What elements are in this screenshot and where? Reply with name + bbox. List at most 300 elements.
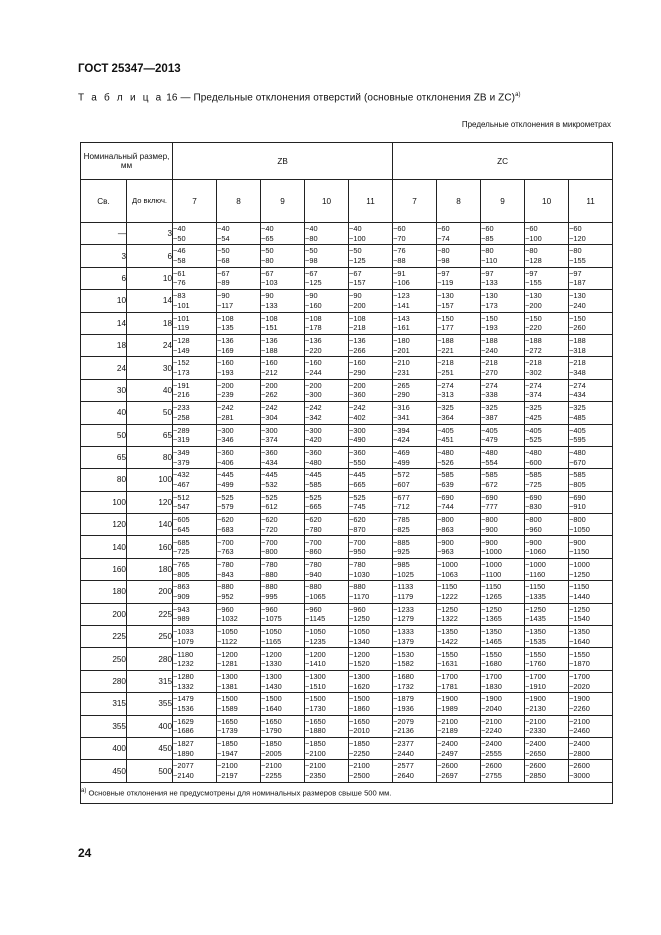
lower-deviation: −2020 xyxy=(569,681,590,691)
lower-deviation: −1739 xyxy=(217,726,238,736)
upper-deviation: −191 xyxy=(173,380,190,390)
deviation-cell xyxy=(481,446,525,468)
upper-deviation: −360 xyxy=(305,448,322,457)
lower-deviation: −74 xyxy=(437,233,450,243)
nominal-size-header: Номинальный размер, мм xyxy=(81,143,173,180)
upper-deviation: −300 xyxy=(349,425,366,435)
upper-deviation: −525 xyxy=(261,492,278,502)
deviation-cell xyxy=(393,737,437,759)
upper-deviation: −880 xyxy=(217,582,234,592)
upper-deviation: −1033 xyxy=(173,627,194,637)
size-to-cell: 6 xyxy=(127,245,173,267)
lower-deviation: −251 xyxy=(437,368,454,378)
lower-deviation: −1781 xyxy=(437,681,458,691)
lower-deviation: −374 xyxy=(525,390,542,400)
upper-deviation: −101 xyxy=(173,313,190,323)
lower-deviation: −50 xyxy=(173,233,186,243)
lower-deviation: −220 xyxy=(525,323,542,333)
upper-deviation: −316 xyxy=(393,403,410,413)
upper-deviation: −242 xyxy=(349,403,366,413)
table-row xyxy=(81,290,613,312)
lower-deviation: −910 xyxy=(569,502,586,512)
lower-deviation: −88 xyxy=(393,256,406,266)
lower-deviation: −880 xyxy=(261,569,278,579)
lower-deviation: −1510 xyxy=(305,681,326,691)
upper-deviation: −108 xyxy=(261,313,278,323)
upper-deviation: −690 xyxy=(437,492,454,502)
upper-deviation: −512 xyxy=(173,492,190,502)
lower-deviation: −2010 xyxy=(349,726,370,736)
lower-deviation: −103 xyxy=(261,278,278,288)
upper-deviation: −50 xyxy=(305,246,318,256)
deviation-cell xyxy=(173,693,217,715)
upper-deviation: −40 xyxy=(173,224,186,234)
lower-deviation: −120 xyxy=(569,233,586,243)
upper-deviation: −67 xyxy=(261,268,274,278)
lower-deviation: −485 xyxy=(569,412,586,422)
lower-deviation: −950 xyxy=(349,547,366,557)
upper-deviation: −325 xyxy=(437,403,454,413)
lower-deviation: −302 xyxy=(525,368,542,378)
upper-deviation: −1500 xyxy=(349,694,370,704)
deviation-cell xyxy=(261,626,305,648)
size-to-cell: 140 xyxy=(127,514,173,536)
upper-deviation: −76 xyxy=(393,246,406,256)
upper-deviation: −943 xyxy=(173,604,190,614)
lower-deviation: −1332 xyxy=(173,681,194,691)
deviation-cell xyxy=(393,379,437,401)
deviation-cell xyxy=(525,626,569,648)
lower-deviation: −960 xyxy=(525,524,542,534)
upper-deviation: −432 xyxy=(173,470,190,480)
upper-deviation: −2100 xyxy=(261,761,282,771)
caption-note-mark: а) xyxy=(515,92,521,98)
upper-deviation: −360 xyxy=(261,448,278,457)
lower-deviation: −2100 xyxy=(305,748,326,758)
upper-deviation: −90 xyxy=(261,291,274,301)
lower-deviation: −467 xyxy=(173,479,190,489)
upper-deviation: −1050 xyxy=(261,627,282,637)
deviation-cell xyxy=(525,424,569,446)
deviation-cell xyxy=(393,267,437,289)
deviation-cell xyxy=(305,693,349,715)
deviation-cell xyxy=(569,402,613,424)
upper-deviation: −265 xyxy=(393,380,410,390)
upper-deviation: −60 xyxy=(437,224,450,234)
lower-deviation: −579 xyxy=(217,502,234,512)
lower-deviation: −550 xyxy=(349,457,366,467)
upper-deviation: −1250 xyxy=(525,604,546,614)
size-to-cell: 50 xyxy=(127,402,173,424)
lower-deviation: −1381 xyxy=(217,681,238,691)
subheader-row xyxy=(81,180,613,223)
deviation-cell xyxy=(569,446,613,468)
lower-deviation: −925 xyxy=(393,547,410,557)
upper-deviation: −2100 xyxy=(305,761,326,771)
deviation-cell xyxy=(217,737,261,759)
deviation-cell xyxy=(261,312,305,334)
lower-deviation: −157 xyxy=(437,300,454,310)
lower-deviation: −763 xyxy=(217,547,234,557)
upper-deviation: −700 xyxy=(305,537,322,547)
deviation-cell xyxy=(261,693,305,715)
deviation-cell xyxy=(393,312,437,334)
deviation-cell xyxy=(525,670,569,692)
deviation-cell xyxy=(349,581,393,603)
lower-deviation: −870 xyxy=(349,524,366,534)
lower-deviation: −424 xyxy=(393,435,410,445)
upper-deviation: −150 xyxy=(569,313,586,323)
upper-deviation: −960 xyxy=(349,604,366,614)
lower-deviation: −1000 xyxy=(481,547,502,557)
lower-deviation: −963 xyxy=(437,547,454,557)
table-row xyxy=(81,223,613,245)
upper-deviation: −480 xyxy=(437,448,454,457)
size-to-cell: 120 xyxy=(127,491,173,513)
upper-deviation: −50 xyxy=(349,246,362,256)
upper-deviation: −2100 xyxy=(569,716,590,726)
lower-deviation: −65 xyxy=(261,233,274,243)
grade-header: 8 xyxy=(437,180,481,223)
upper-deviation: −200 xyxy=(261,380,278,390)
lower-deviation: −212 xyxy=(261,368,278,378)
lower-deviation: −68 xyxy=(217,256,230,266)
deviation-cell xyxy=(525,290,569,312)
upper-deviation: −800 xyxy=(569,515,586,525)
upper-deviation: −50 xyxy=(217,246,230,256)
lower-deviation: −117 xyxy=(217,300,234,310)
deviation-cell xyxy=(261,223,305,245)
deviation-cell xyxy=(349,715,393,737)
upper-deviation: −800 xyxy=(525,515,542,525)
lower-deviation: −1947 xyxy=(217,748,238,758)
upper-deviation: −136 xyxy=(261,336,278,346)
size-to-cell: 80 xyxy=(127,446,173,468)
upper-deviation: −108 xyxy=(217,313,234,323)
lower-deviation: −2555 xyxy=(481,748,502,758)
upper-deviation: −525 xyxy=(349,492,366,502)
upper-deviation: −1000 xyxy=(569,559,590,569)
upper-deviation: −1629 xyxy=(173,716,194,726)
upper-deviation: −349 xyxy=(173,448,190,457)
upper-deviation: −1350 xyxy=(525,627,546,637)
lower-deviation: −547 xyxy=(173,502,190,512)
group-zb-header: ZB xyxy=(173,143,393,180)
grade-header: 7 xyxy=(393,180,437,223)
size-to-cell: 10 xyxy=(127,267,173,289)
deviation-cell xyxy=(305,536,349,558)
deviation-cell xyxy=(437,245,481,267)
deviation-cell xyxy=(437,693,481,715)
upper-deviation: −1133 xyxy=(393,582,414,592)
lower-deviation: −607 xyxy=(393,479,410,489)
lower-deviation: −1790 xyxy=(261,726,282,736)
upper-deviation: −1550 xyxy=(437,649,458,659)
lower-deviation: −1063 xyxy=(437,569,458,579)
deviation-cell xyxy=(481,648,525,670)
upper-deviation: −1300 xyxy=(349,671,370,681)
deviation-cell xyxy=(481,334,525,356)
deviation-cell xyxy=(525,312,569,334)
upper-deviation: −2400 xyxy=(481,739,502,749)
deviation-cell xyxy=(173,357,217,379)
size-from-cell: 400 xyxy=(81,737,127,759)
lower-deviation: −1032 xyxy=(217,614,238,624)
upper-deviation: −80 xyxy=(569,246,582,256)
upper-deviation: −585 xyxy=(437,470,454,480)
lower-deviation: −1335 xyxy=(525,591,546,601)
upper-deviation: −620 xyxy=(217,515,234,525)
upper-deviation: −1550 xyxy=(569,649,590,659)
deviation-cell xyxy=(217,715,261,737)
upper-deviation: −1250 xyxy=(437,604,458,614)
upper-deviation: −67 xyxy=(349,268,362,278)
upper-deviation: −585 xyxy=(525,470,542,480)
units-note: Предельные отклонения в микрометрах xyxy=(461,120,611,129)
lower-deviation: −70 xyxy=(393,233,406,243)
size-from-cell: 450 xyxy=(81,760,127,782)
upper-deviation: −1150 xyxy=(569,582,590,592)
deviation-cell xyxy=(217,648,261,670)
deviation-cell xyxy=(173,737,217,759)
upper-deviation: −61 xyxy=(173,268,186,278)
upper-deviation: −200 xyxy=(305,380,322,390)
lower-deviation: −1250 xyxy=(569,569,590,579)
deviation-cell xyxy=(173,469,217,491)
lower-deviation: −2850 xyxy=(525,771,546,781)
lower-deviation: −2197 xyxy=(217,771,238,781)
upper-deviation: −188 xyxy=(481,336,498,346)
upper-deviation: −1900 xyxy=(525,694,546,704)
deviation-cell xyxy=(217,693,261,715)
size-from-cell: 140 xyxy=(81,536,127,558)
upper-deviation: −218 xyxy=(569,358,586,368)
size-from-cell: 225 xyxy=(81,626,127,648)
upper-deviation: −130 xyxy=(437,291,454,301)
lower-deviation: −805 xyxy=(569,479,586,489)
upper-deviation: −242 xyxy=(261,403,278,413)
deviation-cell xyxy=(481,693,525,715)
upper-deviation: −1900 xyxy=(437,694,458,704)
upper-deviation: −40 xyxy=(349,224,362,234)
upper-deviation: −233 xyxy=(173,403,190,413)
lower-deviation: −526 xyxy=(437,457,454,467)
lower-deviation: −2140 xyxy=(173,771,194,781)
deviation-cell xyxy=(349,379,393,401)
lower-deviation: −1100 xyxy=(481,569,502,579)
lower-deviation: −712 xyxy=(393,502,410,512)
size-to-cell: 400 xyxy=(127,715,173,737)
group-zc-header: ZC xyxy=(393,143,613,180)
lower-deviation: −2497 xyxy=(437,748,458,758)
upper-deviation: −1233 xyxy=(393,604,414,614)
deviation-cell xyxy=(173,379,217,401)
upper-deviation: −242 xyxy=(305,403,322,413)
lower-deviation: −3000 xyxy=(569,771,590,781)
lower-deviation: −479 xyxy=(481,435,498,445)
upper-deviation: −785 xyxy=(393,515,410,525)
lower-deviation: −451 xyxy=(437,435,454,445)
upper-deviation: −885 xyxy=(393,537,410,547)
deviation-cell xyxy=(481,424,525,446)
footnote xyxy=(81,782,613,803)
upper-deviation: −405 xyxy=(569,425,586,435)
upper-deviation: −405 xyxy=(481,425,498,435)
deviation-cell xyxy=(569,469,613,491)
lower-deviation: −2460 xyxy=(569,726,590,736)
size-from-cell: 180 xyxy=(81,581,127,603)
upper-deviation: −188 xyxy=(569,336,586,346)
upper-deviation: −1550 xyxy=(481,649,502,659)
upper-deviation: −300 xyxy=(261,425,278,435)
deviation-cell xyxy=(525,379,569,401)
deviation-cell xyxy=(305,267,349,289)
upper-deviation: −1500 xyxy=(261,694,282,704)
lower-deviation: −155 xyxy=(569,256,586,266)
upper-deviation: −620 xyxy=(261,515,278,525)
deviation-cell xyxy=(525,223,569,245)
lower-deviation: −141 xyxy=(393,300,410,310)
deviation-cell xyxy=(525,402,569,424)
deviation-cell xyxy=(349,670,393,692)
upper-deviation: −160 xyxy=(305,358,322,368)
upper-deviation: −525 xyxy=(305,492,322,502)
upper-deviation: −1850 xyxy=(261,739,282,749)
lower-deviation: −863 xyxy=(437,524,454,534)
deviation-cell xyxy=(349,357,393,379)
deviation-cell xyxy=(393,558,437,580)
deviation-cell xyxy=(437,446,481,468)
upper-deviation: −677 xyxy=(393,492,410,502)
upper-deviation: −150 xyxy=(525,313,542,323)
lower-deviation: −480 xyxy=(305,457,322,467)
deviation-cell xyxy=(305,491,349,513)
upper-deviation: −2600 xyxy=(437,761,458,771)
lower-deviation: −85 xyxy=(481,233,494,243)
deviation-cell xyxy=(437,267,481,289)
lower-deviation: −188 xyxy=(261,345,278,355)
lower-deviation: −2440 xyxy=(393,748,414,758)
lower-deviation: −2330 xyxy=(525,726,546,736)
lower-deviation: −1520 xyxy=(349,659,370,669)
deviation-cell xyxy=(305,715,349,737)
lower-deviation: −1620 xyxy=(349,681,370,691)
size-to-cell: 280 xyxy=(127,648,173,670)
deviation-cell xyxy=(305,626,349,648)
deviation-cell xyxy=(261,469,305,491)
deviation-cell xyxy=(481,491,525,513)
deviation-cell xyxy=(173,670,217,692)
upper-deviation: −97 xyxy=(437,268,450,278)
upper-deviation: −1250 xyxy=(481,604,502,614)
deviation-cell xyxy=(217,760,261,782)
upper-deviation: −780 xyxy=(261,559,278,569)
lower-deviation: −106 xyxy=(393,278,410,288)
upper-deviation: −300 xyxy=(305,425,322,435)
upper-deviation: −2100 xyxy=(217,761,238,771)
deviation-cell xyxy=(393,491,437,513)
upper-deviation: −90 xyxy=(305,291,318,301)
deviation-cell xyxy=(393,760,437,782)
lower-deviation: −420 xyxy=(305,435,322,445)
lower-deviation: −125 xyxy=(305,278,322,288)
deviation-cell xyxy=(261,558,305,580)
lower-deviation: −161 xyxy=(393,323,410,333)
size-from-cell: 120 xyxy=(81,514,127,536)
deviation-cell xyxy=(437,402,481,424)
upper-deviation: −2079 xyxy=(393,716,414,726)
table-row xyxy=(81,737,613,759)
lower-deviation: −2040 xyxy=(481,703,502,713)
deviation-cell xyxy=(569,536,613,558)
deviation-cell xyxy=(217,290,261,312)
upper-deviation: −1180 xyxy=(173,649,194,659)
deviation-cell xyxy=(481,379,525,401)
lower-deviation: −240 xyxy=(481,345,498,355)
deviation-cell xyxy=(393,603,437,625)
upper-deviation: −620 xyxy=(305,515,322,525)
deviation-cell xyxy=(569,760,613,782)
lower-deviation: −645 xyxy=(173,524,190,534)
deviation-cell xyxy=(349,648,393,670)
lower-deviation: −149 xyxy=(173,345,190,355)
lower-deviation: −160 xyxy=(305,300,322,310)
lower-deviation: −1540 xyxy=(569,614,590,624)
upper-deviation: −1900 xyxy=(569,694,590,704)
deviation-cell xyxy=(437,379,481,401)
lower-deviation: −585 xyxy=(305,479,322,489)
deviation-cell xyxy=(305,357,349,379)
table-row xyxy=(81,357,613,379)
deviation-cell xyxy=(481,670,525,692)
grade-header: 9 xyxy=(261,180,305,223)
lower-deviation: −151 xyxy=(261,323,278,333)
deviation-cell xyxy=(217,245,261,267)
grade-header: 9 xyxy=(481,180,525,223)
deviation-cell xyxy=(173,402,217,424)
deviation-cell xyxy=(569,223,613,245)
upper-deviation: −289 xyxy=(173,425,190,435)
deviation-cell xyxy=(261,290,305,312)
lower-deviation: −995 xyxy=(261,591,278,601)
deviation-cell xyxy=(481,267,525,289)
upper-deviation: −80 xyxy=(437,246,450,256)
deviation-cell xyxy=(525,715,569,737)
upper-deviation: −60 xyxy=(393,224,406,234)
deviation-cell xyxy=(393,446,437,468)
lower-deviation: −725 xyxy=(525,479,542,489)
upper-deviation: −60 xyxy=(481,224,494,234)
upper-deviation: −880 xyxy=(305,582,322,592)
lower-deviation: −304 xyxy=(261,412,278,422)
upper-deviation: −1850 xyxy=(305,739,326,749)
upper-deviation: −2100 xyxy=(437,716,458,726)
page-number: 24 xyxy=(78,846,92,860)
deviation-cell xyxy=(569,715,613,737)
lower-deviation: −434 xyxy=(261,457,278,467)
lower-deviation: −525 xyxy=(525,435,542,445)
upper-deviation: −1850 xyxy=(349,739,370,749)
upper-deviation: −1700 xyxy=(569,671,590,681)
deviation-cell xyxy=(525,469,569,491)
deviation-cell xyxy=(437,715,481,737)
deviation-cell xyxy=(349,514,393,536)
upper-deviation: −150 xyxy=(481,313,498,323)
deviation-cell xyxy=(569,312,613,334)
table-row xyxy=(81,626,613,648)
deviation-cell xyxy=(569,245,613,267)
deviation-cell xyxy=(217,491,261,513)
